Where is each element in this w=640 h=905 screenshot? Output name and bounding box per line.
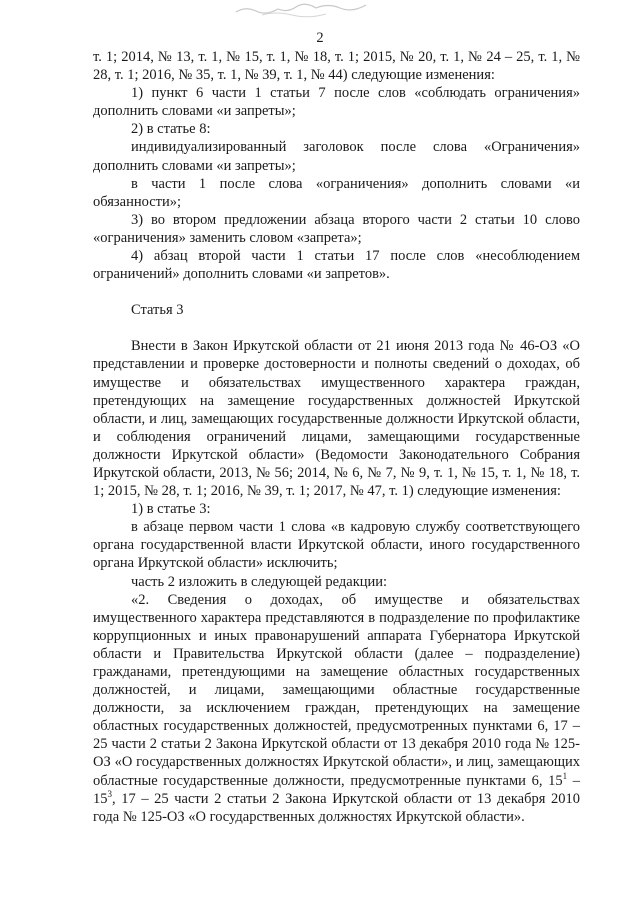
quoted-text-a: «2. Сведения о доходах, об имуществе и обязательствах имущественного характера представляются в подразделение по профилактике коррупционных и иных правонарушений аппарата Губернатора Иркутской области и Правительства Иркутской области (далее – подразделение) гражданами, претендующими на замещение областных государственных должностей, и лицами, замещающими областные государственные должности, за исключением граждан, претендующих на замещение областных государственных должностей, предусмотренных пунктами 6, 17 – 25 части 2 статьи 2 Закона Иркутской области от 13 декабря 2010 года № 125-ОЗ «О государственных должностях Иркутской области», и лиц, замещающих областные государственные должности, предусмотренные пунктами 6, 15 — [93, 591, 580, 789]
quoted-text-b: , 17 – 25 части 2 статьи 2 Закона Иркутской области от 13 декабря 2010 года № 125-ОЗ «О государственных должностях Иркутской области». — [93, 790, 580, 825]
article-intro: Внести в Закон Иркутской области от 21 июня 2013 года № 46-ОЗ «О представлении и проверке достоверности и полноты сведений о доходах, об имуществе и обязательствах имущественного характера граждан, претендующих на замещение государственных должностей Иркутской области, и лиц, замещающих государственные должности Иркутской области, и соблюдения ограничений лицами, замещающими государственные должности Иркутской области» (Ведомости Законодательного Собрания Иркутской области, 2013, № 56; 2014, № 6, № 7, № 9, т. 1, № 15, т. 1, № 18, т. 1; 2015, № 28, т. 1; 2016, № 39, т. 1; 2017, № 47, т. 1) следующие изменения: — [93, 338, 580, 500]
paragraph-part1-amend: в части 1 после слова «ограничения» дополнить словами «и обязанности»; — [93, 175, 580, 210]
quoted-new-text — [93, 591, 580, 826]
paragraph-heading-amend: индивидуализированный заголовок после слова «Ограничения» дополнить словами «и запреты»; — [93, 139, 580, 174]
document-body — [93, 48, 580, 826]
article-heading: Статья 3 — [131, 302, 184, 319]
paragraph-part1-exclude: в абзаце первом части 1 слова «в кадровую службу соответствующего органа государственной власти Иркутской области, иного государственного органа Иркутской области» исключить; — [93, 519, 580, 572]
paragraph-item-4: 4) абзац второй части 1 статьи 17 после слов «несоблюдением ограничений» дополнить словами «и запретов». — [93, 248, 580, 283]
paragraph-item-1-art3: 1) в статье 3: — [131, 501, 211, 518]
paragraph-item-3: 3) во втором предложении абзаца второго части 2 статьи 10 слово «ограничения» заменить словом «запрета»; — [93, 211, 580, 246]
paragraph-item-2: 2) в статье 8: — [131, 121, 211, 138]
superscript-3: 3 — [107, 788, 112, 799]
paragraph-part2-intro: часть 2 изложить в следующей редакции: — [131, 573, 388, 590]
paragraph-item-1: 1) пункт 6 части 1 статьи 7 после слов «соблюдать ограничения» дополнить словами «и запреты»; — [93, 85, 580, 120]
scan-artifact — [232, 2, 372, 18]
paragraph-continuation: т. 1; 2014, № 13, т. 1, № 15, т. 1, № 18, т. 1; 2015, № 20, т. 1, № 24 – 25, т. 1, № 28, т. 1; 2016, № 35, т. 1, № 39, т. 1, № 44) следующие изменения: — [93, 49, 580, 84]
superscript-1: 1 — [562, 770, 568, 781]
page-number: 2 — [316, 30, 324, 46]
quoted-text-dash: – 15 — [93, 772, 580, 807]
